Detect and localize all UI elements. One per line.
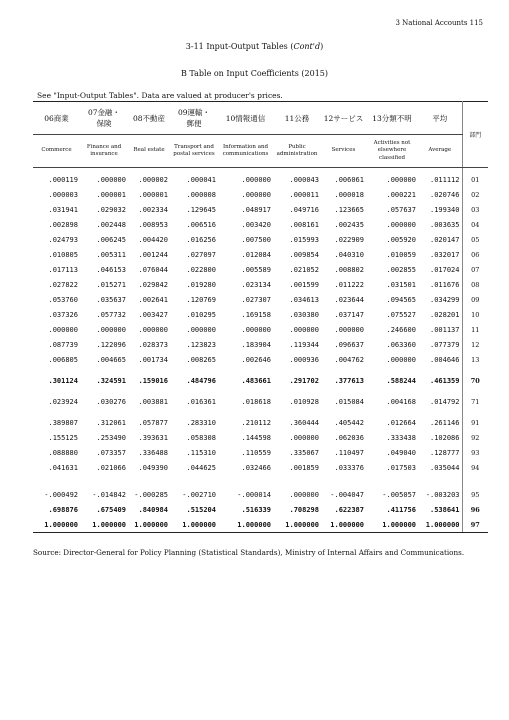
column-header-en: Services <box>331 147 356 154</box>
value-cell: .000011 <box>289 190 319 199</box>
value-cell: .011676 <box>429 280 460 289</box>
value-cell: -.014842 <box>92 490 126 499</box>
value-cell: .008802 <box>334 265 364 274</box>
title-italic: Cont'd <box>293 42 321 51</box>
row-code: 07 <box>462 262 488 277</box>
value-cell: -.003203 <box>425 490 460 499</box>
value-cell: .159016 <box>138 376 168 385</box>
value-cell: 1.000000 <box>418 517 462 533</box>
value-cell: .000043 <box>289 175 319 184</box>
table-row <box>33 487 488 502</box>
value-cell: .020147 <box>429 235 460 244</box>
table-row <box>33 292 488 307</box>
value-cell: .040310 <box>334 250 364 259</box>
value-cell: .000002 <box>138 175 168 184</box>
value-cell: .000041 <box>186 175 216 184</box>
value-cell: .017113 <box>48 265 78 274</box>
row-code: 92 <box>462 430 488 445</box>
value-cell: -.005057 <box>382 490 416 499</box>
table-row <box>33 415 488 430</box>
value-cell: .063360 <box>386 340 416 349</box>
value-cell: .031501 <box>386 280 416 289</box>
value-cell: .000001 <box>138 190 168 199</box>
value-cell: .110559 <box>241 448 271 457</box>
value-cell: .003420 <box>241 220 271 229</box>
table-row <box>33 168 488 188</box>
value-cell: .035044 <box>429 463 460 472</box>
row-code: 91 <box>462 415 488 430</box>
value-cell: .027307 <box>241 295 271 304</box>
value-cell: .077379 <box>429 340 460 349</box>
table-row <box>33 277 488 292</box>
value-cell: .053760 <box>48 295 78 304</box>
value-cell: .333438 <box>386 433 416 442</box>
value-cell: .020746 <box>429 190 460 199</box>
value-cell: .006516 <box>186 220 216 229</box>
value-cell: .015271 <box>96 280 126 289</box>
value-cell: .029842 <box>138 280 168 289</box>
table-subtitle: B Table on Input Coefficients (2015) <box>180 69 329 78</box>
table-row <box>33 307 488 322</box>
value-cell: .057637 <box>386 205 416 214</box>
column-header-jp: 09運輸・ 郵便 <box>170 102 218 135</box>
value-cell: .057877 <box>138 418 168 427</box>
table-row <box>33 502 488 517</box>
value-cell: .675409 <box>96 505 126 514</box>
value-cell: .048917 <box>241 205 271 214</box>
value-cell: .000000 <box>289 325 319 334</box>
row-code: 95 <box>462 487 488 502</box>
value-cell: .004665 <box>96 355 126 364</box>
column-header-en: Information and communications <box>222 143 269 157</box>
value-cell: .377613 <box>334 376 364 385</box>
value-cell: .006061 <box>334 175 364 184</box>
value-cell: .010295 <box>186 310 216 319</box>
value-cell: .011112 <box>429 175 460 184</box>
value-cell: .389807 <box>48 418 78 427</box>
column-header-en: Commerce <box>41 147 72 154</box>
value-cell: .030276 <box>96 397 126 406</box>
value-cell: .046153 <box>96 265 126 274</box>
value-cell: .016361 <box>186 397 216 406</box>
value-cell: 1.000000 <box>128 517 170 533</box>
table-row <box>33 187 488 202</box>
table-row <box>33 445 488 460</box>
input-coefficients-table <box>33 101 488 533</box>
value-cell: .003427 <box>138 310 168 319</box>
value-cell: .000000 <box>386 355 416 364</box>
value-cell: .005589 <box>241 265 271 274</box>
value-cell: .057732 <box>96 310 126 319</box>
value-cell: .000000 <box>289 433 319 442</box>
value-cell: .004762 <box>334 355 364 364</box>
value-cell: .006245 <box>96 235 126 244</box>
value-cell: .010928 <box>289 397 319 406</box>
column-header-jp: 11公務 <box>273 102 321 135</box>
value-cell: -.002710 <box>182 490 216 499</box>
value-cell: .029032 <box>96 205 126 214</box>
value-cell: .253490 <box>96 433 126 442</box>
source-note: Source: Director-General for Policy Planning (Statistical Standards), Ministry of Internal Affairs and Communications. <box>33 548 465 557</box>
table-row <box>33 337 488 352</box>
value-cell: .002435 <box>334 220 364 229</box>
column-header-en: Average <box>428 147 452 154</box>
value-cell: .010805 <box>48 250 78 259</box>
column-header-jp: 平均 <box>418 102 462 135</box>
header-row-jp <box>33 102 488 135</box>
row-code: 13 <box>462 352 488 367</box>
value-cell: .004168 <box>386 397 416 406</box>
title-suffix: ) <box>320 42 324 51</box>
column-header-jp: 07金融・ 保険 <box>80 102 128 135</box>
value-cell: .015993 <box>289 235 319 244</box>
value-cell: .005920 <box>386 235 416 244</box>
value-cell: .698876 <box>48 505 78 514</box>
value-cell: .360444 <box>289 418 319 427</box>
row-code: 10 <box>462 307 488 322</box>
value-cell: .000003 <box>48 190 78 199</box>
value-cell: .840984 <box>138 505 168 514</box>
value-cell: .210112 <box>241 418 271 427</box>
page-header: 3 National Accounts 115 <box>395 19 483 27</box>
table-row <box>33 394 488 409</box>
value-cell: .483661 <box>241 376 271 385</box>
value-cell: .000000 <box>48 325 78 334</box>
row-code: 70 <box>462 373 488 388</box>
value-cell: 1.000000 <box>321 517 366 533</box>
value-cell: .094565 <box>386 295 416 304</box>
value-cell: .484796 <box>186 376 216 385</box>
value-cell: .246600 <box>386 325 416 334</box>
row-code: 97 <box>462 517 488 533</box>
value-cell: .073357 <box>96 448 126 457</box>
value-cell: .062036 <box>334 433 364 442</box>
value-cell: .291702 <box>289 376 319 385</box>
value-cell: .115310 <box>186 448 216 457</box>
value-cell: .018618 <box>241 397 271 406</box>
value-cell: .335067 <box>289 448 319 457</box>
value-cell: .003635 <box>429 220 460 229</box>
value-cell: .002898 <box>48 220 78 229</box>
value-cell: .123665 <box>334 205 364 214</box>
value-cell: .021066 <box>96 463 126 472</box>
value-cell: .261146 <box>429 418 460 427</box>
value-cell: .012084 <box>241 250 271 259</box>
value-cell: .017024 <box>429 265 460 274</box>
value-cell: .622387 <box>334 505 364 514</box>
row-code: 05 <box>462 232 488 247</box>
header-row-en <box>33 135 488 168</box>
value-cell: .049390 <box>138 463 168 472</box>
value-cell: .019280 <box>186 280 216 289</box>
value-cell: .000000 <box>241 190 271 199</box>
value-cell: .031941 <box>48 205 78 214</box>
value-cell: .000000 <box>241 325 271 334</box>
value-cell: .088880 <box>48 448 78 457</box>
value-cell: .000000 <box>96 175 126 184</box>
value-cell: .002448 <box>96 220 126 229</box>
value-cell: .021052 <box>289 265 319 274</box>
row-code: 03 <box>462 202 488 217</box>
value-cell: .002646 <box>241 355 271 364</box>
table-row <box>33 322 488 337</box>
value-cell: .049716 <box>289 205 319 214</box>
value-cell: .034613 <box>289 295 319 304</box>
value-cell: .049040 <box>386 448 416 457</box>
value-cell: .028201 <box>429 310 460 319</box>
value-cell: .001859 <box>289 463 319 472</box>
row-code: 12 <box>462 337 488 352</box>
value-cell: .023644 <box>334 295 364 304</box>
value-cell: .000000 <box>138 325 168 334</box>
value-cell: .015084 <box>334 397 364 406</box>
value-cell: .012664 <box>386 418 416 427</box>
value-cell: .037147 <box>334 310 364 319</box>
column-header-jp: 10情報通信 <box>218 102 273 135</box>
value-cell: .000000 <box>386 220 416 229</box>
table-row <box>33 352 488 367</box>
value-cell: .010059 <box>386 250 416 259</box>
value-cell: .102086 <box>429 433 460 442</box>
value-cell: .004420 <box>138 235 168 244</box>
value-cell: .037326 <box>48 310 78 319</box>
column-header-en: Public administration <box>276 143 318 157</box>
row-code: 08 <box>462 277 488 292</box>
value-cell: .000936 <box>289 355 319 364</box>
value-cell: .002641 <box>138 295 168 304</box>
table-body <box>33 168 488 533</box>
value-cell: -.000285 <box>134 490 168 499</box>
row-code: 71 <box>462 394 488 409</box>
value-cell: -.004047 <box>330 490 364 499</box>
value-cell: .023134 <box>241 280 271 289</box>
table-row <box>33 373 488 388</box>
value-cell: .324591 <box>96 376 126 385</box>
value-cell: .075527 <box>386 310 416 319</box>
value-cell: .034299 <box>429 295 460 304</box>
value-cell: .005311 <box>96 250 126 259</box>
value-cell: .336488 <box>138 448 168 457</box>
value-cell: .011222 <box>334 280 364 289</box>
value-cell: .030380 <box>289 310 319 319</box>
value-cell: .588244 <box>386 376 416 385</box>
row-code: 94 <box>462 460 488 475</box>
row-code: 09 <box>462 292 488 307</box>
value-cell: 1.000000 <box>273 517 321 533</box>
value-cell: .041631 <box>48 463 78 472</box>
value-cell: .017503 <box>386 463 416 472</box>
value-cell: .008161 <box>289 220 319 229</box>
value-cell: .119344 <box>289 340 319 349</box>
value-cell: .006805 <box>48 355 78 364</box>
value-cell: .123823 <box>186 340 216 349</box>
value-cell: .516339 <box>241 505 271 514</box>
row-code: 11 <box>462 322 488 337</box>
value-cell: 1.000000 <box>80 517 128 533</box>
table-row <box>33 202 488 217</box>
value-cell: .002855 <box>386 265 416 274</box>
value-cell: .000000 <box>334 325 364 334</box>
value-cell: .000000 <box>241 175 271 184</box>
value-cell: .001244 <box>138 250 168 259</box>
value-cell: .128777 <box>429 448 460 457</box>
spacer-row <box>33 475 488 487</box>
value-cell: .120769 <box>186 295 216 304</box>
row-code: 06 <box>462 247 488 262</box>
spacer-code-cell <box>462 475 488 487</box>
value-cell: .000000 <box>386 175 416 184</box>
value-cell: .007500 <box>241 235 271 244</box>
value-cell: .283310 <box>186 418 216 427</box>
value-cell: .393631 <box>138 433 168 442</box>
value-cell: .001734 <box>138 355 168 364</box>
value-cell: .096637 <box>334 340 364 349</box>
value-cell: .027097 <box>186 250 216 259</box>
value-cell: .461359 <box>429 376 460 385</box>
value-cell: .087739 <box>48 340 78 349</box>
value-cell: .003881 <box>138 397 168 406</box>
value-cell: .000000 <box>96 325 126 334</box>
value-cell: .033376 <box>334 463 364 472</box>
value-cell: .022800 <box>186 265 216 274</box>
value-cell: .044625 <box>186 463 216 472</box>
value-cell: .000001 <box>96 190 126 199</box>
column-header-jp: 06商業 <box>33 102 80 135</box>
value-cell: .000018 <box>334 190 364 199</box>
row-code: 93 <box>462 445 488 460</box>
column-header-jp: 13分類不明 <box>366 102 418 135</box>
value-cell: .023924 <box>48 397 78 406</box>
value-cell: .155125 <box>48 433 78 442</box>
value-cell: -.000492 <box>44 490 78 499</box>
column-header-en: Activities not elsewhere classified <box>373 140 411 161</box>
value-cell: .002334 <box>138 205 168 214</box>
value-cell: .411756 <box>386 505 416 514</box>
table-row <box>33 430 488 445</box>
table-title <box>0 42 509 51</box>
table-row <box>33 262 488 277</box>
value-cell: .009854 <box>289 250 319 259</box>
value-cell: .032017 <box>429 250 460 259</box>
row-code: 01 <box>462 168 488 188</box>
value-cell: .000000 <box>289 490 319 499</box>
value-cell: .035637 <box>96 295 126 304</box>
row-code: 02 <box>462 187 488 202</box>
value-cell: .199340 <box>429 205 460 214</box>
value-cell: .027822 <box>48 280 78 289</box>
value-cell: 1.000000 <box>170 517 218 533</box>
value-cell: .028373 <box>138 340 168 349</box>
column-header-jp: 08不動産 <box>128 102 170 135</box>
value-cell: .016256 <box>186 235 216 244</box>
value-cell: .538641 <box>429 505 460 514</box>
value-cell: .032466 <box>241 463 271 472</box>
value-cell: .708298 <box>289 505 319 514</box>
table-row <box>33 460 488 475</box>
value-cell: .014792 <box>429 397 460 406</box>
value-cell: .008953 <box>138 220 168 229</box>
value-cell: .004646 <box>429 355 460 364</box>
value-cell: .058308 <box>186 433 216 442</box>
value-cell: .183904 <box>241 340 271 349</box>
spacer-cell <box>33 475 462 487</box>
code-column-header: 部門 <box>462 102 488 168</box>
title-prefix: 3-11 Input-Output Tables ( <box>185 42 294 51</box>
value-cell: .000119 <box>48 175 78 184</box>
value-cell: .000221 <box>386 190 416 199</box>
value-cell: .110497 <box>334 448 364 457</box>
value-cell: 1.000000 <box>33 517 80 533</box>
table-row <box>33 517 488 533</box>
value-cell: .024793 <box>48 235 78 244</box>
value-cell: 1.000000 <box>218 517 273 533</box>
value-cell: .000008 <box>186 190 216 199</box>
value-cell: -.000014 <box>237 490 271 499</box>
value-cell: .301124 <box>48 376 78 385</box>
table-header <box>33 102 488 168</box>
value-cell: .312061 <box>96 418 126 427</box>
value-cell: .076044 <box>138 265 168 274</box>
value-cell: .001599 <box>289 280 319 289</box>
value-cell: .144598 <box>241 433 271 442</box>
column-header-en: Real estate <box>133 147 165 154</box>
table-row <box>33 232 488 247</box>
table-row <box>33 217 488 232</box>
table-note: See "Input-Output Tables". Data are valued at producer's prices. <box>37 91 283 100</box>
table-row <box>33 247 488 262</box>
value-cell: .129645 <box>186 205 216 214</box>
value-cell: .022909 <box>334 235 364 244</box>
value-cell: .000000 <box>186 325 216 334</box>
row-code: 96 <box>462 502 488 517</box>
value-cell: .405442 <box>334 418 364 427</box>
value-cell: .122096 <box>96 340 126 349</box>
column-header-en: Finance and insurance <box>86 143 122 157</box>
column-header-en: Transport and postal services <box>173 143 215 157</box>
value-cell: 1.000000 <box>366 517 418 533</box>
value-cell: .515204 <box>186 505 216 514</box>
value-cell: .169158 <box>241 310 271 319</box>
row-code: 04 <box>462 217 488 232</box>
value-cell: .001137 <box>429 325 460 334</box>
column-header-jp: 12サービス <box>321 102 366 135</box>
value-cell: .008265 <box>186 355 216 364</box>
